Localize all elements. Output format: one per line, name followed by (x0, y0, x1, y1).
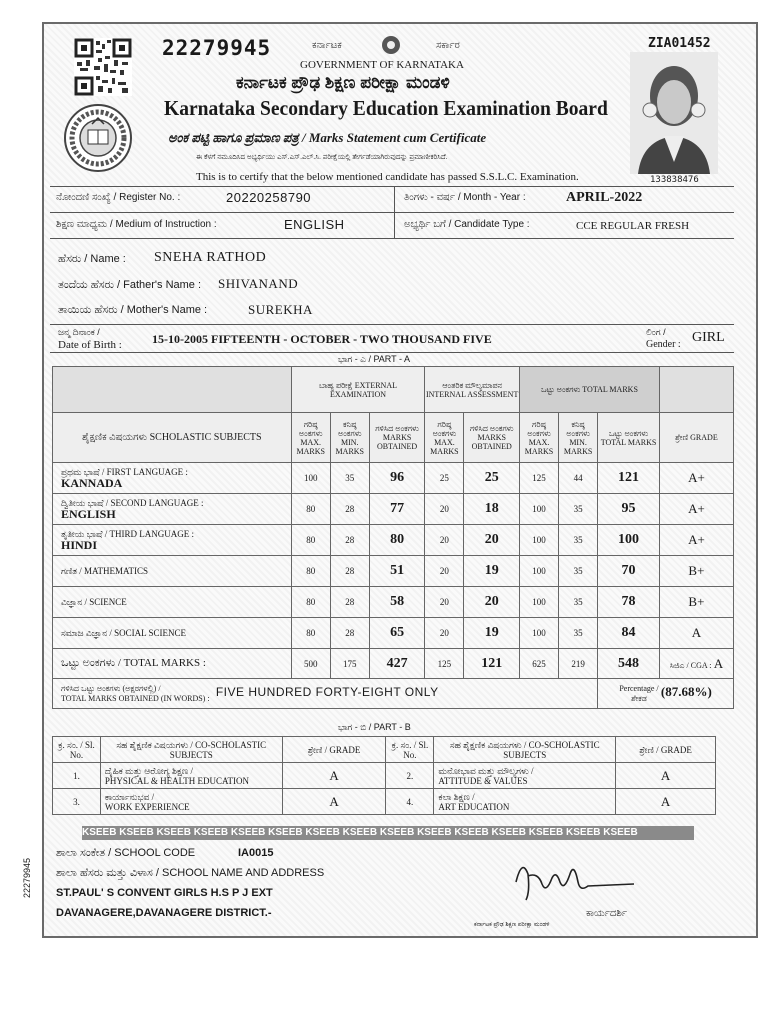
mark-tot-max: 100 (519, 494, 558, 525)
co-sl-1: 1. (53, 763, 101, 789)
co-subject-2 (434, 763, 616, 789)
mark-grade: A (659, 618, 733, 649)
co-grade-1: A (282, 763, 386, 789)
dob-value: 15-10-2005 FIFTEENTH - OCTOBER - TWO THOUSAND FIVE (152, 332, 492, 346)
total-tot-max: 625 (519, 649, 558, 679)
int-max-header: ಗರಿಷ್ಠ ಅಂಕಗಳು MAX. MARKS (425, 413, 464, 463)
words-label-kannada: ಗಳಿಸಿದ ಒಟ್ಟು ಅಂಕಗಳು (ಅಕ್ಷರಗಳಲ್ಲಿ) / (61, 683, 161, 693)
mark-int-obt: 20 (464, 587, 520, 618)
mark-ext-max: 80 (291, 494, 330, 525)
mark-tot-max: 100 (519, 556, 558, 587)
mark-ext-max: 80 (291, 618, 330, 649)
mark-ext-min: 28 (330, 587, 369, 618)
school-code-value: IA0015 (238, 847, 274, 859)
co-grade-header-left: ಶ್ರೇಣಿ / GRADE (282, 737, 386, 763)
gender-value: GIRL (692, 330, 725, 345)
mother-name: SUREKHA (248, 302, 313, 317)
marks-table (52, 366, 734, 709)
co-subjects-header-right: ಸಹ ಶೈಕ್ಷಣಿಕ ವಿಷಯಗಳು / CO-SCHOLASTIC SUBJECTS (434, 737, 616, 763)
total-int-obtained: 121 (464, 649, 520, 679)
mark-int-obt: 18 (464, 494, 520, 525)
father-name: SHIVANAND (218, 276, 299, 291)
signatory-title: ಕಾರ್ಯದರ್ಶಿ (586, 908, 628, 919)
gender-label: Gender : (646, 339, 681, 350)
external-header: ಬಾಹ್ಯ ಪರೀಕ್ಷೆ EXTERNAL EXAMINATION (291, 367, 425, 413)
percentage-value: (87.68%) (660, 683, 712, 699)
mark-grade: A+ (659, 494, 733, 525)
total-ext-max: 500 (291, 649, 330, 679)
total-ext-min: 175 (330, 649, 369, 679)
mark-grade: A+ (659, 463, 733, 494)
part-b-title: ಭಾಗ - ಬಿ / PART - B (338, 722, 411, 732)
percentage-cell (598, 679, 734, 709)
co-grade-2: A (616, 763, 716, 789)
signatory-note: ಕರ್ನಾಟಕ ಪ್ರೌಢ ಶಿಕ್ಷಣ ಪರೀಕ್ಷಾ ಮಂಡಳಿ (474, 922, 550, 928)
mark-total: 84 (598, 618, 660, 649)
mark-int-obt: 25 (464, 463, 520, 494)
total-header: ಒಟ್ಟು ಅಂಕಗಳು TOTAL MARKS (519, 367, 659, 413)
co-sl-4: 4. (386, 789, 434, 815)
subjects-header: ಶೈಕ್ಷಣಿಕ ವಿಷಯಗಳು SCHOLASTIC SUBJECTS (53, 413, 292, 463)
co-sl-3: 3. (53, 789, 101, 815)
subject-cell (53, 494, 292, 525)
mark-int-obt: 19 (464, 618, 520, 649)
kannada-certify-text: ಈ ಕೆಳಗೆ ನಮೂದಿಸಿದ ಅಭ್ಯರ್ಥಿಯು ಎಸ್.ಎಸ್.ಎಲ್.ಸಿ. ಪರೀಕ್ಷೆಯಲ್ಲಿ ತೇರ್ಗಡೆಯಾಗಿರುವುದನ್ನು ಪ್ರಮಾಣೀಕರಿಸಿದೆ. (196, 154, 448, 161)
co-subject-2-english: ATTITUDE & VALUES (438, 775, 528, 786)
sarkara-kannada-label: ಸರ್ಕಾರ (436, 40, 460, 51)
subject-label: ದ್ವಿತೀಯ ಭಾಷೆ / SECOND LANGUAGE : (61, 497, 204, 508)
mark-tot-max: 100 (519, 525, 558, 556)
sl-header-left: ಕ್ರ. ಸಂ. / Sl. No. (53, 737, 101, 763)
total-tot-min: 219 (559, 649, 598, 679)
mark-ext-max: 80 (291, 556, 330, 587)
medium-value: ENGLISH (284, 217, 345, 232)
internal-header: ಆಂತರಿಕ ಮೌಲ್ಯಮಾಪನ INTERNAL ASSESSMENT (425, 367, 520, 413)
mark-ext-min: 28 (330, 556, 369, 587)
int-obtained-header: ಗಳಿಸಿದ ಅಂಕಗಳು MARKS OBTAINED (464, 413, 520, 463)
mark-tot-min: 35 (559, 618, 598, 649)
mark-ext-max: 80 (291, 587, 330, 618)
mark-ext-max: 100 (291, 463, 330, 494)
mark-ext-min: 28 (330, 494, 369, 525)
medium-label: ಶಿಕ್ಷಣ ಮಾಧ್ಯಮ / Medium of Instruction : (56, 219, 217, 230)
subject-row (53, 587, 734, 618)
co-subject-3-english: WORK EXPERIENCE (104, 801, 190, 812)
subject-row (53, 494, 734, 525)
mark-tot-min: 35 (559, 587, 598, 618)
co-grade-header-right: ಶ್ರೇಣಿ / GRADE (616, 737, 716, 763)
candidate-type-value: CCE REGULAR FRESH (576, 220, 690, 232)
kseeb-security-strip: KSEEB KSEEB KSEEB KSEEB KSEEB KSEEB KSEEB KSEEB KSEEB KSEEB KSEEB KSEEB KSEEB KSEEB KSEEB (82, 826, 694, 840)
kseeb-emblem-icon (62, 102, 134, 174)
grand-total: 548 (598, 649, 660, 679)
mark-ext-obt: 80 (369, 525, 425, 556)
co-subject-1 (100, 763, 282, 789)
subject-name: KANNADA (61, 475, 123, 490)
total-int-max: 125 (425, 649, 464, 679)
subject-row (53, 525, 734, 556)
cga-value: A (713, 655, 724, 671)
father-label: ತಂದೆಯ ಹೆಸರು / Father's Name : (58, 279, 202, 291)
mark-total: 70 (598, 556, 660, 587)
mark-tot-max: 125 (519, 463, 558, 494)
mark-int-max: 20 (425, 618, 464, 649)
month-year-value: APRIL-2022 (566, 190, 643, 205)
mark-total: 100 (598, 525, 660, 556)
co-subject-2-kannada: ಮನೋಭಾವ ಮತ್ತು ಮೌಲ್ಯಗಳು / (438, 765, 534, 776)
mark-total: 121 (598, 463, 660, 494)
candidate-name: SNEHA RATHOD (154, 250, 267, 265)
side-serial-number: 22279945 (22, 858, 32, 899)
subject-cell (53, 525, 292, 556)
marks-in-words-cell (53, 679, 598, 709)
blank-header-cell (53, 367, 292, 413)
subject-row (53, 618, 734, 649)
karnataka-kannada-label: ಕರ್ನಾಟಕ (312, 40, 342, 51)
mark-tot-max: 100 (519, 618, 558, 649)
cga-label: ಸಿಜಿಎ / CGA : (669, 660, 712, 670)
subject-name: ENGLISH (61, 506, 116, 521)
mark-ext-min: 35 (330, 463, 369, 494)
register-number: 20220258790 (226, 190, 312, 205)
co-subject-4-kannada: ಕಲಾ ಶಿಕ್ಷಣ / (438, 791, 475, 802)
state-emblem-icon (380, 34, 402, 56)
candidate-photo (630, 52, 718, 174)
gender-label-kannada: ಲಿಂಗ / (646, 327, 666, 337)
co-sl-2: 2. (386, 763, 434, 789)
mark-int-max: 20 (425, 587, 464, 618)
part-a-title: ಭಾಗ - ಎ / PART - A (338, 354, 410, 364)
dob-label: Date of Birth : (58, 339, 122, 351)
photo-number: 133838476 (650, 175, 699, 185)
mark-grade: A+ (659, 525, 733, 556)
co-scholastic-table (52, 736, 716, 815)
subject-label: ಸಮಾಜ ವಿಜ್ಞಾನ / SOCIAL SCIENCE (61, 627, 187, 638)
mother-label: ತಾಯಿಯ ಹೆಸರು / Mother's Name : (58, 304, 208, 316)
mark-int-max: 20 (425, 494, 464, 525)
mark-ext-obt: 58 (369, 587, 425, 618)
name-label: ಹೆಸರು / Name : (58, 253, 126, 265)
mark-ext-min: 28 (330, 618, 369, 649)
month-year-label: ತಿಂಗಳು - ವರ್ಷ / Month - Year : (404, 192, 526, 203)
subject-label: ತೃತೀಯ ಭಾಷೆ / THIRD LANGUAGE : (61, 528, 194, 539)
mark-ext-obt: 51 (369, 556, 425, 587)
school-name-label: ಶಾಲಾ ಹೆಸರು ಮತ್ತು ವಿಳಾಸ / SCHOOL NAME AND ADDRESS (56, 867, 325, 879)
certificate-code: ZIA01452 (648, 36, 711, 51)
subject-label: ಪ್ರಥಮ ಭಾಷೆ / FIRST LANGUAGE : (61, 466, 188, 477)
english-certify-text: This is to certify that the below mentioned candidate has passed S.S.L.C. Examination. (196, 171, 579, 183)
school-code-label: ಶಾಲಾ ಸಂಕೇತ / SCHOOL CODE (56, 847, 196, 859)
subject-label: ವಿಜ್ಞಾನ / SCIENCE (61, 596, 127, 607)
mark-tot-min: 35 (559, 556, 598, 587)
school-address: DAVANAGERE,DAVANAGERE DISTRICT.- (56, 907, 272, 919)
dob-label-kannada: ಜನ್ಮ ದಿನಾಂಕ / (58, 327, 100, 337)
board-kannada-title: ಕರ್ನಾಟಕ ಪ್ರೌಢ ಶಿಕ್ಷಣ ಪರೀಕ್ಷಾ ಮಂಡಳಿ (236, 73, 450, 92)
mark-ext-max: 80 (291, 525, 330, 556)
cga-cell (659, 649, 733, 679)
mark-grade: B+ (659, 556, 733, 587)
co-grade-3: A (282, 789, 386, 815)
ext-obtained-header: ಗಳಿಸಿದ ಅಂಕಗಳು MARKS OBTAINED (369, 413, 425, 463)
co-subject-4-english: ART EDUCATION (438, 801, 510, 812)
govt-title: GOVERNMENT OF KARNATAKA (300, 59, 464, 71)
mark-tot-max: 100 (519, 587, 558, 618)
subject-cell (53, 556, 292, 587)
subject-cell (53, 587, 292, 618)
mark-int-max: 20 (425, 556, 464, 587)
tot-min-header: ಕನಿಷ್ಠ ಅಂಕಗಳು MIN. MARKS (559, 413, 598, 463)
total-marks-label: ಒಟ್ಟು ಅಂಕಗಳು / TOTAL MARKS : (53, 649, 292, 679)
board-english-title: Karnataka Secondary Education Examination Board (164, 96, 608, 120)
candidate-type-label: ಅಭ್ಯರ್ಥಿ ಬಗೆ / Candidate Type : (404, 219, 530, 230)
mark-ext-obt: 65 (369, 618, 425, 649)
certificate-title: ಅಂಕ ಪಟ್ಟಿ ಹಾಗೂ ಪ್ರಮಾಣ ಪತ್ರ / Marks Statement cum Certificate (168, 130, 487, 145)
ext-min-header: ಕನಿಷ್ಠ ಅಂಕಗಳು MIN. MARKS (330, 413, 369, 463)
subject-row (53, 556, 734, 587)
co-grade-4: A (616, 789, 716, 815)
blank-grade-header (659, 367, 733, 413)
mark-tot-min: 35 (559, 494, 598, 525)
tot-max-header: ಗರಿಷ್ಠ ಅಂಕಗಳು MAX. MARKS (519, 413, 558, 463)
mark-int-max: 20 (425, 525, 464, 556)
total-ext-obtained: 427 (369, 649, 425, 679)
school-name: ST.PAUL' S CONVENT GIRLS H.S P J EXT (56, 887, 273, 899)
mark-tot-min: 44 (559, 463, 598, 494)
mark-total: 78 (598, 587, 660, 618)
subject-label: ಗಣಿತ / MATHEMATICS (61, 565, 149, 576)
mark-ext-min: 28 (330, 525, 369, 556)
co-subject-1-english: PHYSICAL & HEALTH EDUCATION (104, 775, 250, 786)
subject-row (53, 463, 734, 494)
mark-int-max: 25 (425, 463, 464, 494)
grade-header: ಶ್ರೇಣಿ GRADE (659, 413, 733, 463)
marks-in-words: FIVE HUNDRED FORTY-EIGHT ONLY (215, 684, 439, 699)
mark-total: 95 (598, 494, 660, 525)
percentage-label-kannada: ಶೇಕಡ (631, 693, 647, 703)
mark-ext-obt: 77 (369, 494, 425, 525)
register-label: ನೋಂದಣಿ ಸಂಖ್ಯೆ / Register No. : (56, 192, 181, 203)
subject-name: HINDI (61, 537, 98, 552)
percentage-label: Percentage / (619, 683, 659, 693)
co-subject-1-kannada: ದೈಹಿಕ ಮತ್ತು ಆರೋಗ್ಯ ಶಿಕ್ಷಣ / (104, 765, 193, 776)
co-subject-3-kannada: ಕಾರ್ಯಾನುಭವ / (104, 791, 155, 802)
subject-cell (53, 463, 292, 494)
mark-grade: B+ (659, 587, 733, 618)
tot-total-header: ಒಟ್ಟು ಅಂಕಗಳು TOTAL MARKS (598, 413, 660, 463)
mark-int-obt: 20 (464, 525, 520, 556)
co-subject-3 (100, 789, 282, 815)
words-label: TOTAL MARKS OBTAINED (IN WORDS) : (61, 693, 210, 703)
mark-int-obt: 19 (464, 556, 520, 587)
subject-cell (53, 618, 292, 649)
co-subjects-header-left: ಸಹ ಶೈಕ್ಷಣಿಕ ವಿಷಯಗಳು / CO-SCHOLASTIC SUBJECTS (100, 737, 282, 763)
sl-header-right: ಕ್ರ. ಸಂ. / Sl. No. (386, 737, 434, 763)
signature-icon (508, 852, 638, 908)
serial-number: 22279945 (162, 36, 272, 60)
qr-code-icon (74, 38, 132, 96)
co-subject-4 (434, 789, 616, 815)
ext-max-header: ಗರಿಷ್ಠ ಅಂಕಗಳು MAX. MARKS (291, 413, 330, 463)
mark-ext-obt: 96 (369, 463, 425, 494)
mark-tot-min: 35 (559, 525, 598, 556)
